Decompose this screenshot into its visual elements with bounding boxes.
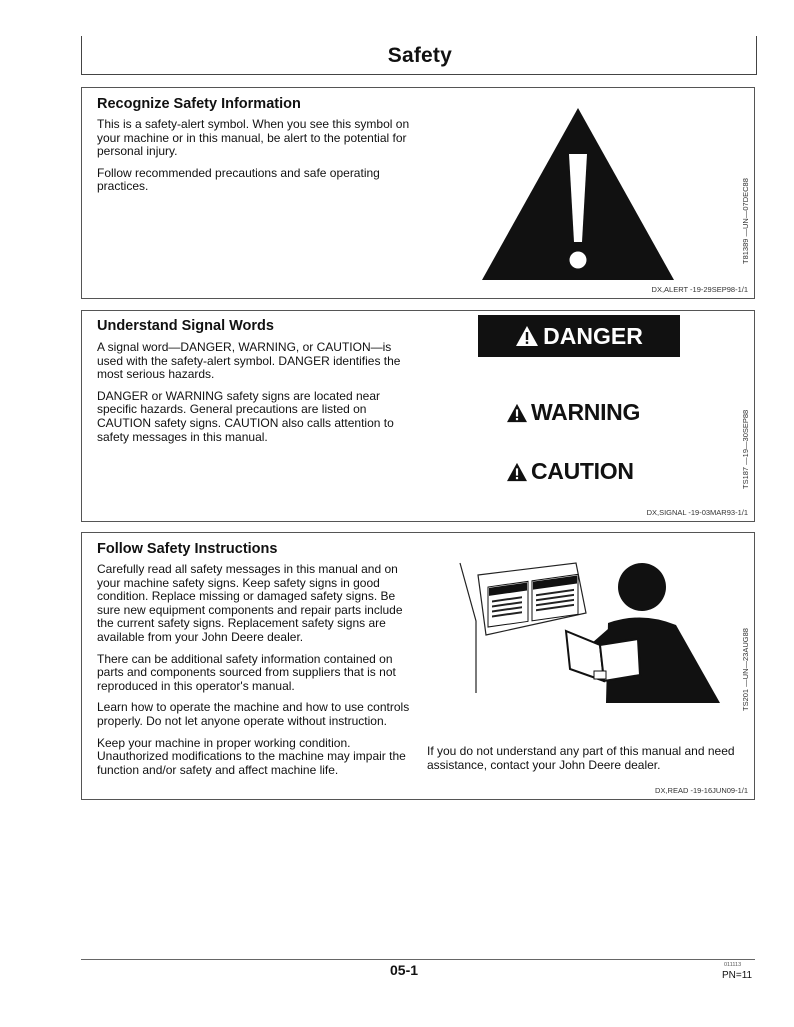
paragraph: DANGER or WARNING safety signs are located near specific hazards. General precautions are listed on CAUTION safety signs. CAUTION also calls attention to safety messages in this manual. [97, 388, 394, 444]
figure-code: TS187 —19—30SEP88 [741, 409, 750, 489]
section-heading: Understand Signal Words [97, 318, 274, 334]
warning-signal-sign [506, 399, 640, 426]
page-header [81, 36, 757, 75]
paragraph: There can be additional safety information contained on parts and components sourced from suppliers that is not reproduced in this operator's manual. [97, 651, 396, 693]
paragraph: Learn how to operate the machine and how to use controls properly. Do not let anyone operate without instruction. [97, 700, 410, 728]
section-body [97, 341, 419, 452]
footer-divider [81, 959, 755, 960]
footer-code: 011113 [724, 962, 742, 968]
caution-label: CAUTION [531, 458, 634, 484]
section-recognize-safety [81, 87, 755, 299]
danger-label: DANGER [543, 322, 643, 349]
figure-code: TS201 —UN—23AUG88 [741, 628, 750, 711]
danger-signal-sign [478, 315, 680, 357]
paragraph: Keep your machine in proper working condition. Unauthorized modifications to the machine may impair the function and/or safety and affect machine life. [97, 735, 406, 777]
caution-signal-sign [506, 458, 634, 485]
paragraph: Carefully read all safety messages in this manual and on your machine safety signs. Keep safety signs in good condition. Replace missing or damaged safety signs. Be sure new equipment components and repair parts include the current safety signs. Replacement safety signs are available from your John Deere dealer. [97, 562, 403, 644]
safety-alert-triangle-icon [480, 106, 676, 282]
alert-triangle-icon [506, 462, 528, 482]
person-reading-manual-illustration [458, 553, 728, 713]
page-title: Safety [387, 44, 452, 67]
paragraph: A signal word—DANGER, WARNING, or CAUTION—is used with the safety-alert symbol. DANGER identifies the most serious hazards. [97, 340, 401, 382]
pn-label: PN=11 [722, 970, 753, 981]
reference-code: DX,SIGNAL -19-03MAR93-1/1 [646, 508, 748, 517]
section-body [97, 563, 419, 785]
page-number: 05-1 [390, 962, 419, 978]
alert-triangle-icon [515, 325, 539, 347]
section-heading: Recognize Safety Information [97, 96, 301, 112]
dealer-contact-text: If you do not understand any part of this manual and need assistance, contact your John Deere dealer. [427, 744, 735, 772]
section-body [97, 118, 419, 202]
warning-label: WARNING [531, 399, 641, 425]
reference-code: DX,READ -19-16JUN09-1/1 [655, 786, 748, 795]
section-follow-instructions [81, 532, 755, 800]
reference-code: DX,ALERT -19-29SEP98-1/1 [651, 285, 748, 294]
paragraph: This is a safety-alert symbol. When you see this symbol on your machine or in this manual, be alert to the potential for personal injury. [97, 117, 410, 159]
section-signal-words [81, 310, 755, 522]
section-heading: Follow Safety Instructions [97, 541, 278, 557]
figure-code: T81389 —UN—07DEC88 [741, 178, 750, 264]
alert-triangle-icon [506, 403, 528, 423]
paragraph: Follow recommended precautions and safe operating practices. [97, 165, 380, 194]
